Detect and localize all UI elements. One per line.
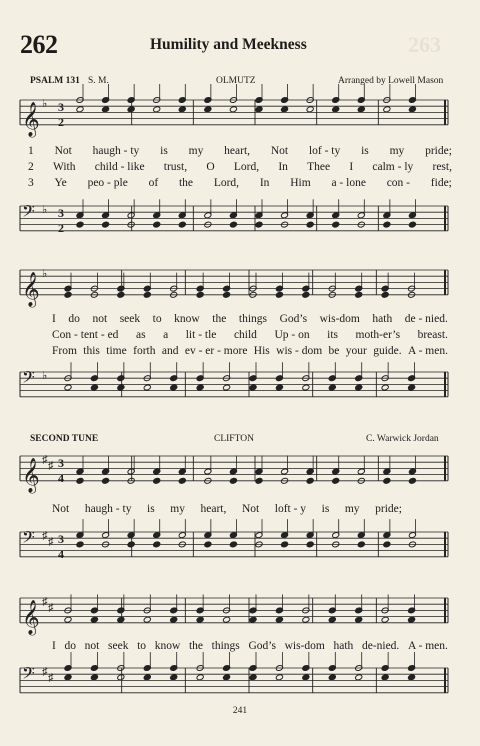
lyric-syllable: O: [206, 161, 215, 173]
note-head: [229, 221, 237, 228]
lyric-syllable: child - like: [94, 161, 145, 173]
note-head: [275, 384, 283, 391]
note-head: [143, 384, 151, 391]
psalm-reference: PSALM 131: [30, 76, 80, 86]
lyric-syllable: I: [52, 640, 56, 652]
lyric-verse-1-b: [52, 313, 448, 326]
note-head: [328, 384, 336, 391]
hymn-number: 262: [20, 30, 58, 59]
lyric-syllable: Lord,: [233, 161, 260, 173]
lyric-syllable: rest,: [432, 161, 452, 173]
note-head: [332, 106, 340, 113]
lyric-syllable: things: [211, 640, 240, 652]
lyric-syllable: loft - y: [274, 503, 307, 515]
note-head: [275, 291, 283, 298]
lyric-syllable: do: [64, 640, 76, 652]
lyric-syllable: is: [361, 145, 369, 157]
lyric-syllable: moth-er’s: [355, 329, 401, 341]
lyric-syllable: child: [233, 329, 257, 341]
note-head: [76, 541, 84, 548]
note-head: [229, 541, 237, 548]
lyric-syllable: my: [344, 503, 360, 515]
treble-clef-icon: 𝄞: [22, 458, 40, 492]
flat-icon: ♭: [42, 370, 48, 382]
note-head: [255, 106, 263, 113]
meter-label: S. M.: [88, 76, 109, 86]
lyric-syllable: lit - tle: [185, 329, 217, 341]
note-head: [90, 674, 98, 681]
lyric-syllable: God’s: [248, 640, 276, 652]
note-head: [204, 541, 212, 548]
note-head: [255, 477, 263, 484]
note-head: [381, 674, 389, 681]
lyric-verse-3-a: [28, 177, 452, 190]
lyric-syllable: know: [174, 313, 200, 325]
time-signature-bottom: 4: [58, 546, 64, 561]
note-head: [275, 616, 283, 623]
note-head: [153, 541, 161, 548]
lyric-syllable: Con - tent - ed: [52, 329, 119, 341]
lyric-syllable: your: [345, 345, 367, 357]
lyric-syllable: pride;: [375, 503, 402, 515]
lyric-second-tune-b: [52, 640, 448, 653]
lyric-syllable: a - lone: [331, 177, 366, 189]
note-head: [229, 477, 237, 484]
note-head: [306, 221, 314, 228]
lyric-syllable: not: [92, 313, 108, 325]
lyric-syllable: In: [259, 177, 270, 189]
staff-bass-4: [0, 660, 480, 712]
lyric-syllable: my: [389, 145, 405, 157]
note-head: [306, 477, 314, 484]
lyric-syllable: Up - on: [274, 329, 310, 341]
sharp-icon: ♯: [48, 536, 54, 548]
note-head: [381, 291, 389, 298]
treble-clef-icon: 𝄞: [22, 102, 40, 136]
lyric-syllable: do: [68, 313, 80, 325]
lyric-syllable: wis - dom: [276, 345, 323, 357]
note-head: [381, 384, 389, 391]
lyric-syllable: the: [212, 313, 227, 325]
lyric-verse-2-a: [28, 161, 452, 174]
note-head: [76, 106, 84, 113]
note-head: [408, 106, 416, 113]
lyric-verse-3-b: [52, 345, 448, 358]
note-head: [332, 221, 340, 228]
lyric-syllable: my: [188, 145, 204, 157]
lyric-syllable: A - men.: [407, 640, 448, 652]
flat-icon: ♭: [42, 204, 48, 216]
lyric-second-tune-a: [52, 503, 402, 516]
lyric-syllable: ev - er - more: [184, 345, 248, 357]
lyric-syllable: I: [349, 161, 354, 173]
note-head: [255, 221, 263, 228]
lyric-syllable: 1: [28, 145, 34, 157]
note-head: [143, 291, 151, 298]
note-head: [306, 106, 314, 113]
note-head: [302, 616, 310, 623]
note-head: [249, 674, 257, 681]
lyric-syllable: fide;: [430, 177, 452, 189]
staff-treble-3: [0, 448, 480, 498]
lyric-syllable: 2: [28, 161, 34, 173]
lyric-syllable: hath: [372, 313, 393, 325]
note-head: [178, 106, 186, 113]
note-head: [383, 477, 391, 484]
lyric-syllable: wis-dom: [284, 640, 325, 652]
staff-treble-1: [0, 92, 480, 148]
lyric-syllable: Lord,: [213, 177, 240, 189]
sharp-icon: ♯: [42, 454, 48, 466]
lyric-syllable: as: [135, 329, 146, 341]
note-head: [76, 477, 84, 484]
lyric-syllable: pride;: [425, 145, 452, 157]
lyric-syllable: breast.: [417, 329, 448, 341]
note-head: [223, 674, 231, 681]
note-head: [90, 616, 98, 623]
lyric-syllable: Not: [52, 503, 70, 515]
lyric-syllable: Him: [290, 177, 311, 189]
note-head: [249, 616, 257, 623]
note-head: [223, 384, 231, 391]
sharp-icon: ♯: [42, 596, 48, 608]
note-head: [170, 616, 178, 623]
lyric-syllable: a: [163, 329, 169, 341]
note-head: [127, 106, 135, 113]
note-head: [383, 106, 391, 113]
note-head: [328, 616, 336, 623]
note-head: [170, 674, 178, 681]
lyric-syllable: know: [154, 640, 181, 652]
lyric-syllable: From: [52, 345, 77, 357]
note-head: [170, 384, 178, 391]
lyric-syllable: lof - ty: [308, 145, 341, 157]
note-head: [196, 291, 204, 298]
page-number: 241: [232, 706, 248, 716]
note-head: [355, 384, 363, 391]
note-head: [196, 674, 204, 681]
note-head: [355, 616, 363, 623]
lyric-syllable: de - nied.: [404, 313, 448, 325]
lyric-syllable: de-nied.: [361, 640, 400, 652]
lyric-syllable: is: [147, 503, 155, 515]
lyric-syllable: calm - ly: [372, 161, 414, 173]
lyric-syllable: of: [148, 177, 159, 189]
lyric-verse-1-a: [28, 145, 452, 158]
note-head: [223, 616, 231, 623]
lyric-syllable: its: [327, 329, 339, 341]
staff-bass-3: [0, 524, 480, 574]
time-signature-top: 3: [58, 100, 64, 114]
note-head: [76, 221, 84, 228]
note-head: [355, 674, 363, 681]
lyric-syllable: and: [161, 345, 179, 357]
note-head: [306, 541, 314, 548]
lyric-syllable: trust,: [163, 161, 188, 173]
note-head: [178, 221, 186, 228]
second-tune-label: SECOND TUNE: [30, 434, 99, 444]
lyric-syllable: Thee: [307, 161, 331, 173]
lyric-syllable: to: [137, 640, 147, 652]
lyric-syllable: things: [238, 313, 268, 325]
time-signature-top: 3: [58, 456, 64, 470]
bleed-through-number: 263: [408, 32, 441, 57]
lyric-syllable: forth: [133, 345, 156, 357]
lyric-syllable: A - men.: [408, 345, 448, 357]
lyric-syllable: His: [253, 345, 270, 357]
lyric-syllable: to: [152, 313, 162, 325]
sharp-icon: ♯: [48, 672, 54, 684]
note-head: [328, 674, 336, 681]
note-head: [90, 384, 98, 391]
note-head: [408, 477, 416, 484]
note-head: [332, 477, 340, 484]
sharp-icon: ♯: [42, 530, 48, 542]
bass-clef-icon: 𝄢: [22, 665, 35, 687]
note-head: [357, 541, 365, 548]
note-head: [153, 221, 161, 228]
bass-clef-icon: 𝄢: [22, 369, 35, 391]
note-head: [117, 616, 125, 623]
lyric-syllable: is: [160, 145, 168, 157]
hymn-title: Humility and Meekness: [150, 36, 307, 53]
lyric-syllable: haugh - ty: [84, 503, 132, 515]
lyric-syllable: this: [83, 345, 100, 357]
note-head: [383, 541, 391, 548]
lyric-syllable: the: [188, 640, 203, 652]
note-head: [143, 674, 151, 681]
lyric-syllable: seek: [108, 640, 129, 652]
note-head: [117, 674, 125, 681]
note-head: [408, 384, 416, 391]
note-head: [64, 291, 72, 298]
sharp-icon: ♯: [48, 602, 54, 614]
lyric-syllable: With: [52, 161, 76, 173]
staff-bass-2: [0, 364, 480, 408]
bass-clef-icon: 𝄢: [22, 203, 35, 225]
flat-icon: ♭: [42, 268, 48, 280]
note-head: [281, 106, 289, 113]
treble-clef-icon: 𝄞: [22, 272, 40, 306]
note-head: [117, 384, 125, 391]
note-head: [355, 291, 363, 298]
lyric-syllable: God’s: [279, 313, 308, 325]
note-head: [64, 616, 72, 623]
note-head: [117, 291, 125, 298]
tune-name: OLMUTZ: [216, 76, 256, 86]
time-signature-top: 3: [58, 206, 64, 220]
note-head: [302, 384, 310, 391]
note-head: [143, 616, 151, 623]
note-head: [408, 221, 416, 228]
lyric-syllable: seek: [119, 313, 141, 325]
note-head: [275, 674, 283, 681]
sharp-icon: ♯: [48, 460, 54, 472]
lyric-syllable: be: [328, 345, 340, 357]
flat-icon: ♭: [42, 98, 48, 110]
lyric-verse-2-b: [52, 329, 448, 342]
staff-treble-4: [0, 590, 480, 640]
note-head: [102, 221, 110, 228]
lyric-syllable: Ye: [54, 177, 67, 189]
staff-treble-2: [0, 262, 480, 310]
note-head: [204, 106, 212, 113]
composer-credit: C. Warwick Jordan: [366, 434, 439, 444]
time-signature-bottom: 4: [58, 470, 64, 485]
note-head: [249, 384, 257, 391]
note-head: [102, 477, 110, 484]
note-head: [64, 674, 72, 681]
lyric-syllable: heart,: [200, 503, 227, 515]
note-head: [223, 291, 231, 298]
note-head: [196, 616, 204, 623]
note-head: [229, 106, 237, 113]
time-signature-bottom: 2: [58, 114, 64, 129]
lyric-syllable: I: [52, 313, 56, 325]
lyric-syllable: my: [170, 503, 185, 515]
note-head: [178, 477, 186, 484]
note-head: [281, 541, 289, 548]
lyric-syllable: Not: [54, 145, 72, 157]
note-head: [408, 674, 416, 681]
note-head: [302, 674, 310, 681]
sharp-icon: ♯: [42, 666, 48, 678]
time-signature-top: 3: [58, 532, 64, 546]
note-head: [64, 384, 72, 391]
lyric-syllable: Not: [241, 503, 260, 515]
lyric-syllable: guide.: [373, 345, 402, 357]
note-head: [153, 477, 161, 484]
lyric-syllable: hath: [333, 640, 354, 652]
lyric-syllable: In: [278, 161, 288, 173]
note-head: [381, 616, 389, 623]
note-head: [383, 221, 391, 228]
note-head: [357, 106, 365, 113]
bass-clef-icon: 𝄢: [22, 529, 35, 551]
note-head: [127, 541, 135, 548]
lyric-syllable: time: [106, 345, 127, 357]
arranger-credit: Arranged by Lowell Mason: [338, 76, 444, 86]
lyric-syllable: not: [84, 640, 100, 652]
lyric-syllable: peo - ple: [87, 177, 128, 189]
lyric-syllable: Not: [270, 145, 289, 157]
note-head: [153, 106, 161, 113]
staff-bass-1: [0, 198, 480, 240]
lyric-syllable: heart,: [224, 145, 251, 157]
lyric-syllable: is: [321, 503, 330, 515]
lyric-syllable: wis-dom: [319, 313, 360, 325]
lyric-syllable: the: [178, 177, 194, 189]
note-head: [196, 384, 204, 391]
lyric-syllable: haugh - ty: [92, 145, 140, 157]
lyric-syllable: con -: [386, 177, 411, 189]
note-head: [302, 291, 310, 298]
lyric-syllable: 3: [28, 177, 34, 189]
time-signature-bottom: 2: [58, 220, 64, 235]
note-head: [102, 106, 110, 113]
treble-clef-icon: 𝄞: [22, 600, 40, 634]
note-head: [408, 616, 416, 623]
second-tune-name: CLIFTON: [214, 434, 254, 444]
